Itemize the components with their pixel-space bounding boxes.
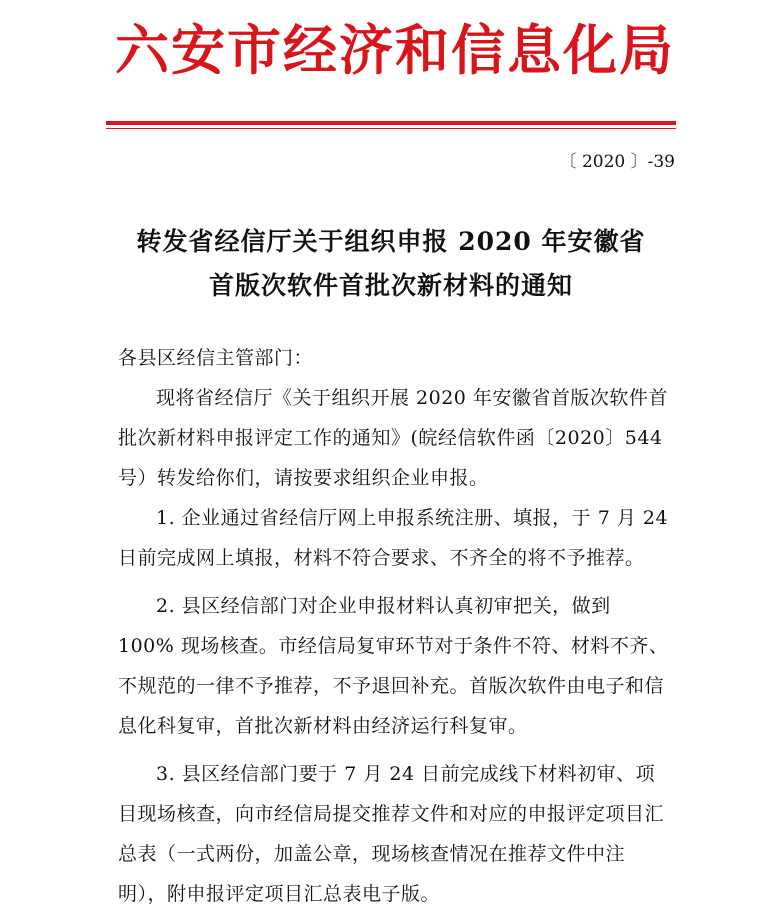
intro-paragraph: 现将省经信厅《关于组织开展 2020 年安徽省首版次软件首批次新材料申报评定工作的通知》(皖经信软件函〔2020〕544 号）转发给你们，请按要求组织企业申报。 bbox=[118, 387, 668, 489]
document-title-line-1: 转发省经信厅关于组织申报 2020 年安徽省 bbox=[136, 227, 646, 256]
salutation: 各县区经信主管部门： bbox=[118, 347, 314, 369]
document-title bbox=[90, 220, 692, 308]
document-number: 〔 2020 〕-39 bbox=[559, 152, 675, 172]
red-header-rule-thick bbox=[106, 121, 676, 125]
item-1-paragraph: 1. 企业通过省经信厅网上申报系统注册、填报，于 7 月 24 日前完成网上填报，材料不符合要求、不齐全的将不予推荐。 bbox=[118, 507, 669, 569]
document-body bbox=[118, 338, 670, 914]
item-3-paragraph: 3. 县区经信部门要于 7 月 24 日前完成线下材料初审、项目现场核查，向市经信局提交推荐文件和对应的申报评定项目汇总表（一式两份，加盖公章，现场核查情况在推荐文件中注明），附申报评定项目汇总表电子版。 bbox=[118, 763, 665, 905]
issuing-organization-title: 六安市经济和信息化局 bbox=[115, 18, 675, 82]
document-title-line-2: 首版次软件首批次新材料的通知 bbox=[208, 271, 573, 300]
item-2-paragraph: 2. 县区经信部门对企业申报材料认真初审把关，做到 100% 现场核查。市经信局复审环节对于条件不符、材料不齐、不规范的一律不予推荐，不予退回补充。首版次软件由电子和信息化科复审，首批次新材料由经济运行科复审。 bbox=[118, 595, 669, 737]
red-header-rule-thin bbox=[106, 128, 676, 129]
